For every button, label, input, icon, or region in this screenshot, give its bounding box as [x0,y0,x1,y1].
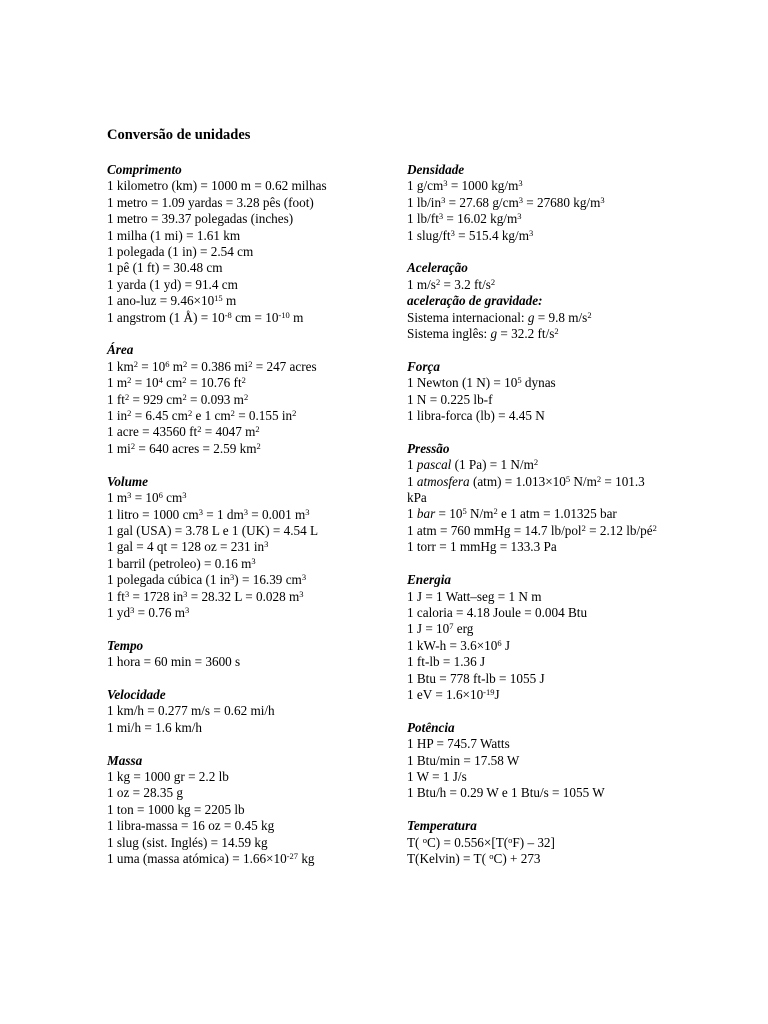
conversion-line: 1 $m/s^2 = 3.2$ $ft/s^2$ [407,276,496,292]
conversion-line: 1 slug/$ft^3 = 515.4$ $kg/m^3$ [407,227,534,243]
conversion-line: 1 metro = 1.09 yardas = 3.28 pês (foot) [107,194,314,210]
conversion-line: 1 $ano-luz = 9.46\times 10^{15}$ m [107,293,237,309]
conversion-line: 1 caloria = 4.18 Joule = 0.004 Btu [407,604,588,620]
section-heading: Temperatura [407,818,477,834]
conversion-line: 1 barril (petroleo) = 0.16 $m^3$ [107,555,256,571]
section-volume [107,474,397,622]
conversion-line: 1 uma (massa atómica) = $1.66\times 10^{-27}$ kg [107,850,315,866]
conversion-line: 1 $yd^3 = 0.76$ $m^3$ [107,604,190,620]
section-heading: Massa [107,752,143,768]
conversion-line: 1 $m^2 = 10^4$ $cm^2 = 10.76$ $ft^2$ [107,375,246,391]
conversion-line: 1 J = 1 Watt–seg = 1 N m [407,588,542,604]
section-heading: Densidade [407,162,465,177]
conversion-line: 1 Btu/h = 0.29 W e 1 Btu/s = 1055 W [407,785,605,801]
conversion-line: 1 libra-forca (lb) = 4.45 N [407,408,545,424]
conversion-line: 1 Newton (1 $N) = 10^5$ dynas [407,375,556,391]
conversion-line: 1 yarda (1 yd) = 91.4 cm [107,276,238,292]
section-temperatura [407,818,662,867]
conversion-line: 1 bar = $10^5$ $N/m^2$ e 1 atm = 1.01325 bar [407,506,617,522]
conversion-line: 1 kg = 1000 gr = 2.2 lb [107,768,229,784]
conversion-line: 1 Btu/min = 17.58 W [407,752,520,768]
conversion-line: 1 W = 1 J/s [407,768,467,784]
left-column [107,162,397,884]
conversion-line: 1 pê (1 ft) = 30.48 cm [107,260,223,276]
section-area [107,342,397,457]
conversion-line: 1 hora = 60 min = 3600 s [107,654,241,670]
conversion-line: 1 $lb/in^3 = 27.68$ $g/cm^3 = 27680$ $kg/m^3$ [407,194,605,210]
conversion-line: 1 pascal (1 Pa) = 1 $N/m^2$ [407,457,539,473]
section-forca [407,359,662,425]
conversion-line: 1 slug (sist. Inglés) = 14.59 kg [107,834,268,850]
conversion-line: 1 polegada (1 in) = 2.54 cm [107,244,254,260]
conversion-line: 1 $ft^2 = 929$ $cm^2 = 0.093$ $m^2$ [107,391,249,407]
conversion-line: 1 $ft^3 = 1728$ $in^3 = 28.32$ L = 0.028 $m^3$ [107,588,304,604]
conversion-line: T( $^o$C) = 0.556×[T($^o$F) – 32] [407,834,555,850]
conversion-line: 1 $km^2 = 10^6$ $m^2 = 0.386$ $mi^2 = 247$ acres [107,358,317,374]
section-pressao [407,441,662,556]
conversion-line: 1 kilometro (km) = 1000 m = 0.62 milhas [107,178,327,194]
conversion-line: 1 milha (1 mi) = 1.61 km [107,227,241,243]
conversion-line: 1 atmosfera $(atm) = 1.013\times 10^5$ $N/m^2 = 101.3$ kPa [407,473,645,506]
conversion-line: 1 $g/cm^3 = 1000$ $kg/m^3$ [407,178,523,194]
conversion-line: 1 $J = 10^7$ erg [407,621,474,637]
conversion-line: 1 gal = 4 qt = 128 oz = 231 $in^3$ [107,539,269,555]
section-heading: Comprimento [107,162,182,177]
conversion-line: 1 $m^3 = 10^6$ $cm^3$ [107,490,187,506]
page-title: Conversão de unidades [107,127,251,143]
conversion-line: Sistema inglês: g = 32.2 $ft/s^2$ [407,326,559,342]
section-heading: Pressão [407,440,450,456]
section-energia [407,572,662,703]
section-heading: Potência [407,719,455,735]
conversion-line: 1 litro = 1000 $cm^3 = 1$ $dm^3 = 0.001$ $m^3$ [107,506,310,522]
conversion-line: 1 HP = 745.7 Watts [407,736,510,752]
conversion-line: 1 Btu = 778 ft-lb = 1055 J [407,670,545,686]
conversion-line: 1 $lb/ft^3 = 16.02$ $kg/m^3$ [407,211,522,227]
section-heading: Velocidade [107,686,166,702]
section-velocidade [107,687,397,736]
section-potencia [407,720,662,802]
conversion-line: 1 atm = 760 mmHg = 14.7 lb/pol$^2$ = 2.12 $lb/pé^2$ [407,522,657,538]
section-densidade [407,162,662,244]
conversion-line: 1 libra-massa = 16 oz = 0.45 kg [107,818,275,834]
conversion-line: 1 metro = 39.37 polegadas (inches) [107,211,294,227]
section-heading: Tempo [107,637,144,653]
section-heading: Aceleração [407,260,468,276]
conversion-line: Sistema internacional: g = 9.8 $m/s^2$ [407,309,592,325]
section-heading: Área [107,342,134,358]
conversion-line: 1 $kW-h = 3.6\times 10^6$ J [407,637,511,653]
section-comprimento [107,162,397,326]
conversion-line: 1 N = 0.225 lb-f [407,391,493,407]
conversion-line: 1 km/h = 0.277 m/s = 0.62 mi/h [107,703,275,719]
section-massa [107,753,397,868]
conversion-line: 1 gal (USA) = 3.78 L e 1 (UK) = 4.54 L [107,522,319,538]
section-heading: Energia [407,572,451,588]
conversion-line: 1 $mi^2 = 640$ acres = 2.59 $km^2$ [107,440,261,456]
section-aceleracao [407,260,662,342]
conversion-line: T(Kelvin) = T( $^o$C) + 273 [407,850,541,866]
conversion-line: 1 oz = 28.35 g [107,785,183,801]
conversion-line: 1 eV = $1.6\times 10^{-19}J$ [407,686,500,702]
conversion-line: 1 angstrom (1 Å) = $10^{-8}$ cm = $10^{-10}$ m [107,309,304,325]
right-column [407,162,662,884]
section-tempo [107,638,397,671]
conversion-line: 1 polegada cúbica (1 $in^3) = 16.39$ $cm^3$ [107,572,307,588]
section-heading: Força [407,358,440,374]
conversion-line: aceleração de gravidade: [407,293,543,309]
conversion-line: 1 torr = 1 mmHg = 133.3 Pa [407,539,557,555]
conversion-line: 1 $in^2 = 6.45$ $cm^2$ e 1 $cm^2 = 0.155$ $in^2$ [107,408,297,424]
section-heading: Volume [107,473,149,489]
conversion-line: 1 ft-lb = 1.36 J [407,654,486,670]
conversion-line: 1 mi/h = 1.6 km/h [107,719,202,735]
conversion-line: 1 ton = 1000 kg = 2205 lb [107,801,245,817]
conversion-line: 1 acre = 43560 $ft^2 = 4047$ $m^2$ [107,424,260,440]
